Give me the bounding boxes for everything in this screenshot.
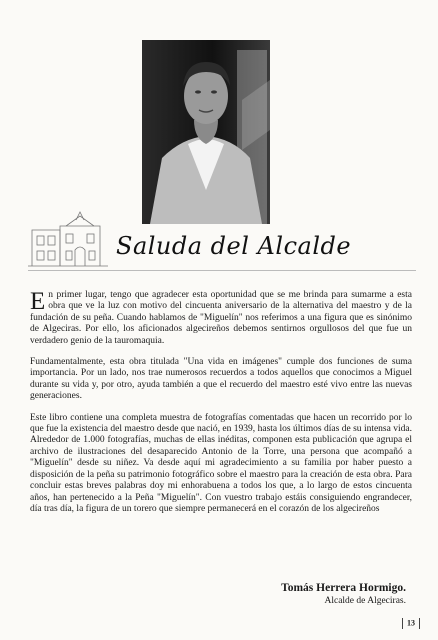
paragraph-1: En primer lugar, tengo que agradecer esta oportunidad que se me brinda para sumarme a esta obra que ve la luz con motivo del cincuenta aniversario de la alternativa del maestro y de la fundación de su peña. Cuando hablamos de "Miguelín" nos referimos a una figura que es sinónimo de Algeciras. Por ello, los aficionados algecireños debemos sentirnos orgullosos del que fue un verdadero genio de la tauromaquia. (30, 288, 412, 346)
building-sketch-icon (28, 208, 110, 270)
body-text (30, 290, 412, 525)
page-number-bar-left (402, 618, 403, 629)
page-number-bar-right (419, 618, 420, 629)
signature-block (281, 582, 406, 606)
portrait-photo (142, 40, 270, 224)
paragraph-2: Fundamentalmente, esta obra titulada "Una vida en imágenes" cumple dos funciones de suma importancia. Por un lado, nos trae numerosos recuerdos a todos aquellos que conocimos a Miguel durante su vida y, por otro, ayuda también a que el recuerdo del maestro esté vivo entre las nuevas generaciones. (30, 357, 412, 402)
signature-name: Tomás Herrera Hormigo. (281, 582, 406, 594)
title-divider (28, 270, 416, 271)
signature-role: Alcalde de Algeciras. (324, 596, 406, 606)
page-number: 13 (398, 618, 424, 629)
paragraph-3: Este libro contiene una completa muestra de fotografías comentadas que hacen un recorrido por lo que fue la existencia del maestro desde que nació, en 1939, hasta los últimos días de su intensa vida. Alrededor de 1.000 fotografías, muchas de ellas inéditas, componen esta publicación que agrupa el archivo de ilustraciones del desaparecido Antonio de la Torre, una persona que acompañó a "Miguelín" desde su niñez. Va desde aquí mi agradecimiento a su familia por haber puesto a disposición de la peña su patrimonio fotográfico sobre el maestro para la creación de esta obra. Para concluir estas breves palabras doy mi enhorabuena a todos los que, a lo largo de estos cincuenta años, han pertenecido a la Peña "Miguelín". Con vuestro trabajo estáis consiguiendo engrandecer, día tras día, la figura de un torero que siempre permanecerá en el corazón de los algecireños (30, 412, 412, 514)
drop-cap: E (30, 288, 46, 315)
page-title: Saluda del Alcalde (116, 232, 352, 260)
